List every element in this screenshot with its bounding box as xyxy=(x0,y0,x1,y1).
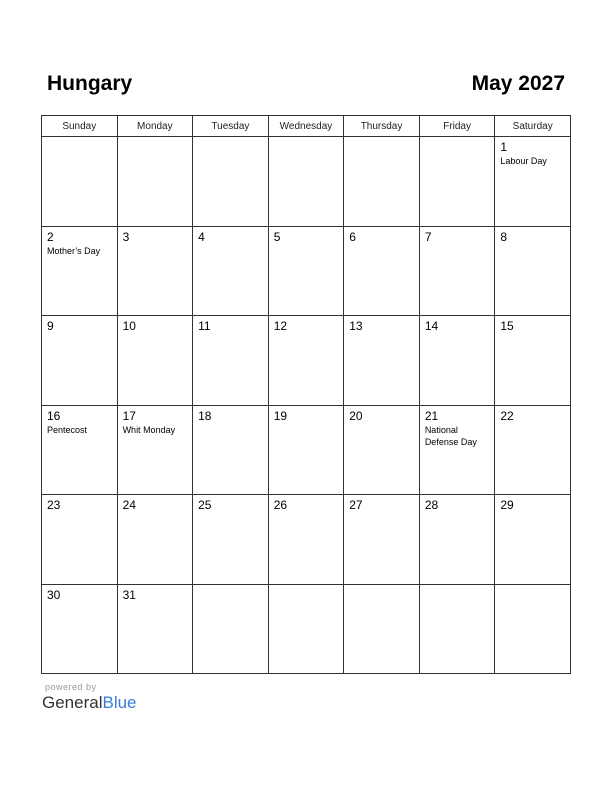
day-number: 25 xyxy=(198,498,212,512)
day-cell xyxy=(117,316,193,406)
day-cell xyxy=(117,137,193,227)
month-title: May 2027 xyxy=(471,72,565,95)
day-cell-content xyxy=(42,137,117,140)
day-cell xyxy=(344,584,420,674)
day-cell-content xyxy=(269,227,344,244)
day-number: 15 xyxy=(500,319,514,333)
day-cell-content xyxy=(420,495,495,512)
calendar-grid xyxy=(41,115,571,674)
day-cell xyxy=(268,405,344,495)
brand-blue-text: Blue xyxy=(102,693,137,712)
day-cell-content xyxy=(193,137,268,140)
day-cell xyxy=(42,137,118,227)
day-cell-content xyxy=(344,495,419,512)
day-cell xyxy=(193,405,269,495)
week-row xyxy=(42,405,571,495)
weekday-thursday: Thursday xyxy=(344,116,420,137)
day-cell-content xyxy=(118,495,193,512)
day-number: 24 xyxy=(122,498,136,512)
weekday-tuesday: Tuesday xyxy=(193,116,269,137)
day-cell xyxy=(495,495,571,585)
day-cell-content xyxy=(420,585,495,588)
day-number: 11 xyxy=(198,319,211,333)
day-number: 10 xyxy=(122,319,136,333)
day-cell xyxy=(193,316,269,406)
day-cell xyxy=(344,226,420,316)
day-number: 13 xyxy=(349,319,363,333)
day-cell xyxy=(495,584,571,674)
day-number: 30 xyxy=(47,587,61,602)
day-cell xyxy=(42,584,118,674)
day-cell xyxy=(193,584,269,674)
day-cell xyxy=(268,495,344,585)
holiday-label: National Defense Day xyxy=(424,424,477,447)
week-row xyxy=(42,495,571,585)
day-cell xyxy=(495,316,571,406)
weekday-saturday: Saturday xyxy=(495,116,571,137)
day-cell-content xyxy=(344,137,419,140)
day-cell xyxy=(344,137,420,227)
day-cell xyxy=(268,584,344,674)
week-row xyxy=(42,584,571,674)
day-cell-content xyxy=(193,227,268,244)
day-cell-content xyxy=(193,495,268,512)
day-number: 2 xyxy=(47,229,54,244)
day-cell xyxy=(419,226,495,316)
country-title: Hungary xyxy=(47,72,133,95)
day-cell-content xyxy=(42,227,117,257)
day-cell-content xyxy=(118,227,193,244)
day-cell xyxy=(193,226,269,316)
day-cell-content xyxy=(495,495,570,512)
week-row xyxy=(42,137,571,227)
brand-logo xyxy=(42,693,137,713)
day-cell-content xyxy=(269,585,344,588)
day-cell xyxy=(42,495,118,585)
day-cell xyxy=(117,226,193,316)
holiday-label: Pentecost xyxy=(47,424,88,435)
day-cell-content xyxy=(495,137,570,167)
day-cell-content xyxy=(269,495,344,512)
day-number: 18 xyxy=(198,408,212,423)
day-cell-content xyxy=(420,406,495,448)
weekday-header-row xyxy=(42,116,571,137)
day-number: 17 xyxy=(122,408,136,423)
day-number: 26 xyxy=(273,498,288,512)
day-number: 3 xyxy=(122,229,130,244)
day-cell-content xyxy=(193,406,268,423)
day-cell-content xyxy=(118,137,193,140)
day-number: 5 xyxy=(273,229,281,244)
holiday-label: Labour Day xyxy=(500,156,547,166)
day-cell xyxy=(495,137,571,227)
day-cell-content xyxy=(193,585,268,588)
powered-by-label: powered by xyxy=(45,682,97,692)
day-number: 9 xyxy=(47,319,54,333)
day-cell-content xyxy=(269,316,344,333)
day-number: 31 xyxy=(122,587,136,602)
day-cell xyxy=(419,405,495,495)
day-cell-content xyxy=(42,316,117,333)
day-cell xyxy=(495,226,571,316)
day-cell xyxy=(268,316,344,406)
day-number: 20 xyxy=(349,408,363,423)
day-cell-content xyxy=(344,406,419,423)
day-cell xyxy=(495,405,571,495)
day-number: 6 xyxy=(349,229,356,244)
day-cell-content xyxy=(495,406,570,423)
day-number: 1 xyxy=(500,140,508,154)
day-cell xyxy=(419,316,495,406)
week-row xyxy=(42,226,571,316)
day-cell-content xyxy=(269,406,344,423)
day-cell xyxy=(117,405,193,495)
weekday-friday: Friday xyxy=(419,116,495,137)
day-cell xyxy=(419,584,495,674)
day-number: 16 xyxy=(47,408,61,423)
weekday-sunday: Sunday xyxy=(42,116,118,137)
day-number: 27 xyxy=(349,498,363,512)
day-number: 4 xyxy=(198,229,205,244)
day-cell xyxy=(193,495,269,585)
day-cell-content xyxy=(420,227,495,244)
day-cell-content xyxy=(193,316,268,333)
day-cell xyxy=(42,316,118,406)
day-cell xyxy=(193,137,269,227)
day-cell xyxy=(419,495,495,585)
day-cell-content xyxy=(420,316,495,333)
weekday-monday: Monday xyxy=(117,116,193,137)
day-number: 22 xyxy=(500,408,514,423)
day-number: 12 xyxy=(273,319,288,333)
day-cell-content xyxy=(495,227,570,244)
day-cell-content xyxy=(269,137,344,140)
day-cell-content xyxy=(42,495,117,512)
day-cell-content xyxy=(344,585,419,588)
day-cell xyxy=(42,405,118,495)
day-cell-content xyxy=(42,406,117,436)
day-number: 29 xyxy=(500,498,514,512)
day-cell-content xyxy=(118,406,193,436)
day-cell xyxy=(117,584,193,674)
day-number: 19 xyxy=(273,408,288,423)
day-cell xyxy=(42,226,118,316)
day-cell-content xyxy=(495,585,570,588)
day-cell xyxy=(268,226,344,316)
day-number: 14 xyxy=(424,319,439,333)
day-cell xyxy=(268,137,344,227)
holiday-label: Mother’s Day xyxy=(47,245,101,256)
week-row xyxy=(42,316,571,406)
day-cell-content xyxy=(118,585,193,602)
day-number: 23 xyxy=(47,498,61,512)
day-cell-content xyxy=(118,316,193,333)
day-cell xyxy=(344,316,420,406)
day-cell xyxy=(344,495,420,585)
day-cell xyxy=(117,495,193,585)
day-cell-content xyxy=(420,137,495,140)
day-number: 8 xyxy=(500,229,508,244)
holiday-label: Whit Monday xyxy=(122,424,176,435)
day-cell-content xyxy=(344,227,419,244)
brand-general-text: General xyxy=(42,693,103,712)
day-cell xyxy=(419,137,495,227)
day-cell-content xyxy=(495,316,570,333)
day-cell-content xyxy=(42,585,117,602)
weekday-wednesday: Wednesday xyxy=(268,116,344,137)
day-number: 28 xyxy=(424,498,439,512)
day-cell-content xyxy=(344,316,419,333)
day-cell xyxy=(344,405,420,495)
day-number: 21 xyxy=(424,408,439,423)
day-number: 7 xyxy=(424,229,432,244)
